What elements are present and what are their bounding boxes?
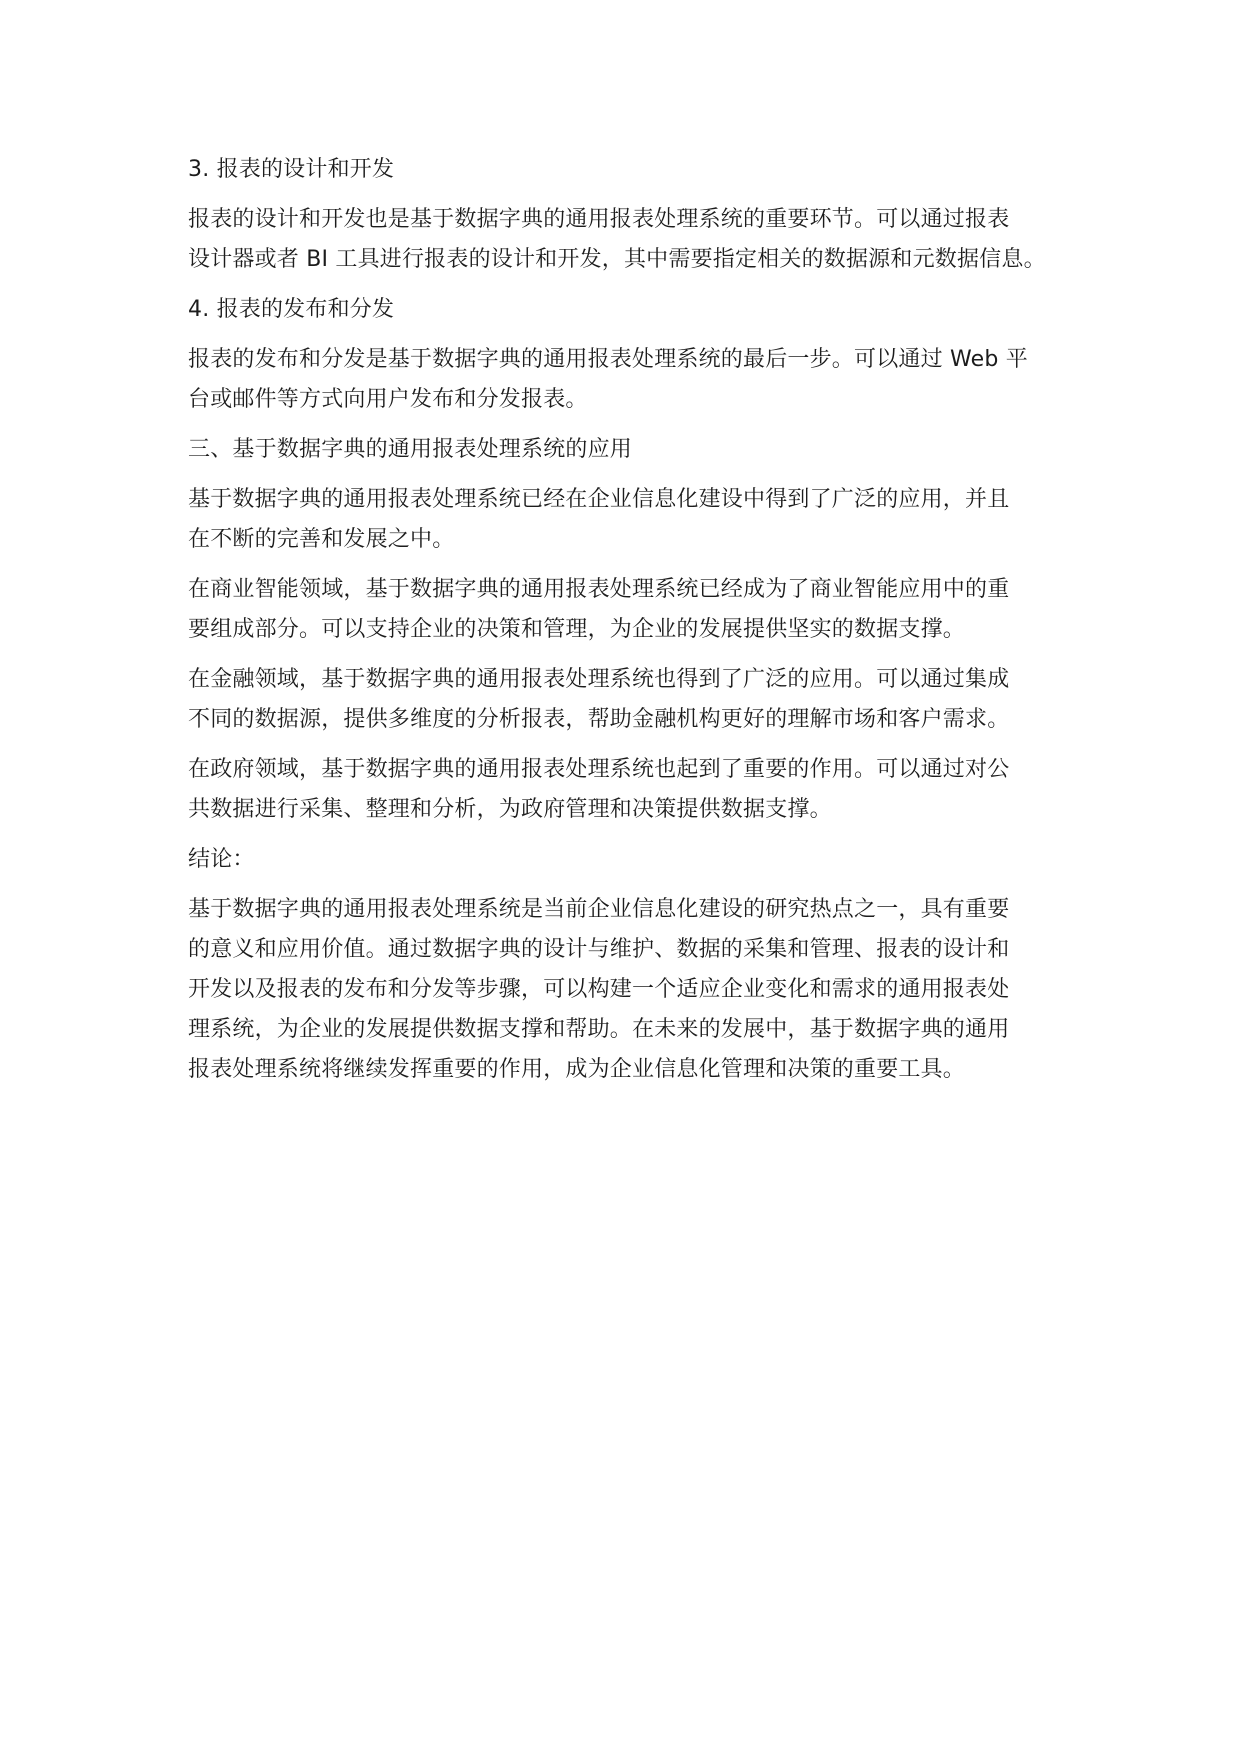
text-line: 要组成部分。可以支持企业的决策和管理，为企业的发展提供坚实的数据支撑。 xyxy=(188,617,966,642)
paragraph xyxy=(188,750,1068,830)
paragraph xyxy=(188,480,1068,560)
section-heading xyxy=(188,840,1068,880)
text-line: 共数据进行采集、整理和分析，为政府管理和决策提供数据支撑。 xyxy=(188,797,832,822)
text-line: 设计器或者 BI 工具进行报表的设计和开发，其中需要指定相关的数据源和元数据信息。 xyxy=(188,247,1046,272)
paragraph xyxy=(188,660,1068,740)
text-line: 理系统，为企业的发展提供数据支撑和帮助。在未来的发展中，基于数据字典的通用 xyxy=(188,1017,1010,1042)
text-line: 结论： xyxy=(188,847,255,872)
text-line: 的意义和应用价值。通过数据字典的设计与维护、数据的采集和管理、报表的设计和 xyxy=(188,937,1010,962)
text-line: 在不断的完善和发展之中。 xyxy=(188,527,455,552)
section-heading xyxy=(188,430,1068,470)
text-line: 基于数据字典的通用报表处理系统是当前企业信息化建设的研究热点之一，具有重要 xyxy=(188,897,1010,922)
text-line: 报表的设计和开发也是基于数据字典的通用报表处理系统的重要环节。可以通过报表 xyxy=(188,207,1010,232)
paragraph xyxy=(188,340,1068,420)
text-line: 开发以及报表的发布和分发等步骤，可以构建一个适应企业变化和需求的通用报表处 xyxy=(188,977,1010,1002)
paragraph xyxy=(188,200,1068,280)
text-line: 报表的发布和分发是基于数据字典的通用报表处理系统的最后一步。可以通过 Web 平 xyxy=(188,347,1028,372)
text-line: 不同的数据源，提供多维度的分析报表，帮助金融机构更好的理解市场和客户需求。 xyxy=(188,707,1010,732)
text-line: 3. 报表的设计和开发 xyxy=(188,157,395,182)
paragraph xyxy=(188,890,1068,1090)
text-line: 4. 报表的发布和分发 xyxy=(188,297,395,322)
section-heading xyxy=(188,150,1068,190)
text-line: 基于数据字典的通用报表处理系统已经在企业信息化建设中得到了广泛的应用，并且 xyxy=(188,487,1010,512)
text-line: 三、基于数据字典的通用报表处理系统的应用 xyxy=(188,437,633,462)
text-line: 在政府领域，基于数据字典的通用报表处理系统也起到了重要的作用。可以通过对公 xyxy=(188,757,1010,782)
paragraph xyxy=(188,570,1068,650)
section-heading xyxy=(188,290,1068,330)
text-line: 报表处理系统将继续发挥重要的作用，成为企业信息化管理和决策的重要工具。 xyxy=(188,1057,966,1082)
text-line: 台或邮件等方式向用户发布和分发报表。 xyxy=(188,387,588,412)
text-line: 在商业智能领域，基于数据字典的通用报表处理系统已经成为了商业智能应用中的重 xyxy=(188,577,1010,602)
document-body xyxy=(188,150,1068,1100)
text-line: 在金融领域，基于数据字典的通用报表处理系统也得到了广泛的应用。可以通过集成 xyxy=(188,667,1010,692)
